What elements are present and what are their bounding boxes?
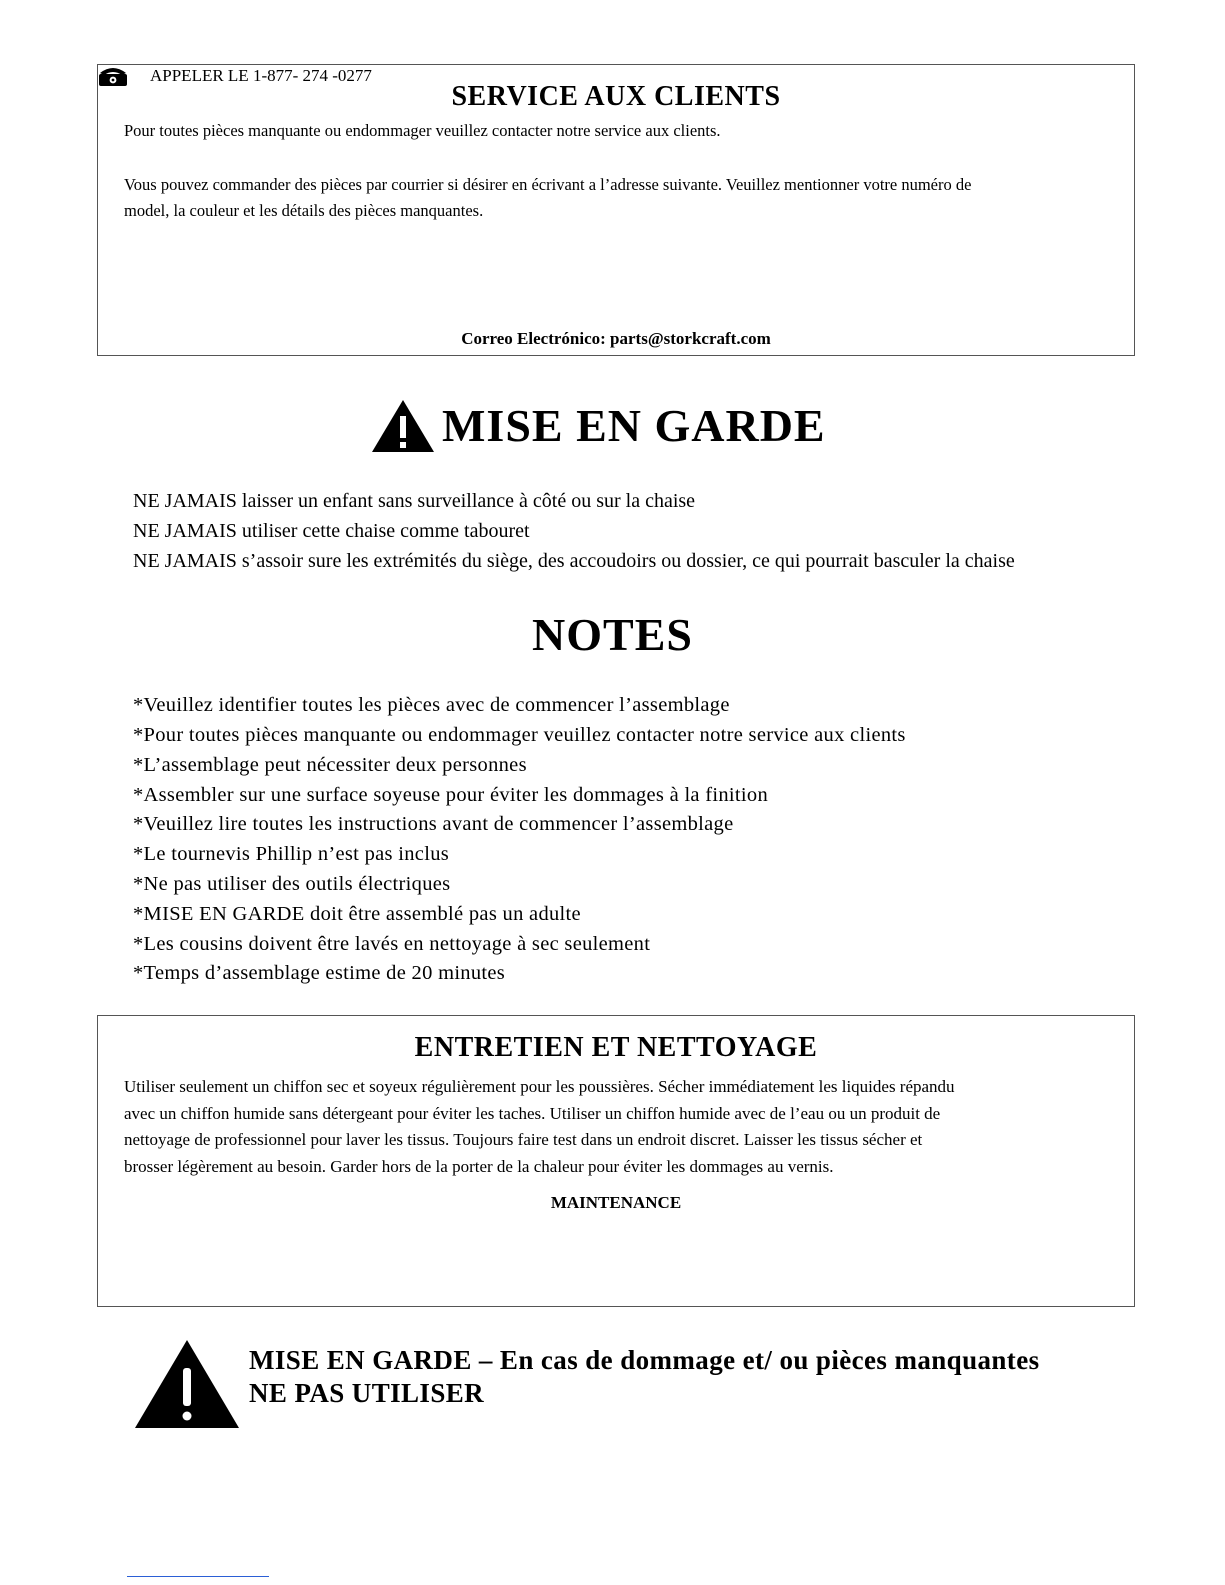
note-item: *Veuillez identifier toutes les pièces avec de commencer l’assemblage xyxy=(133,694,730,716)
note-item: *L’assemblage peut nécessiter deux personnes xyxy=(133,754,527,776)
care-cleaning-box xyxy=(97,1015,1135,1307)
bottom-warning xyxy=(133,1338,1040,1430)
warning-title: MISE EN GARDE xyxy=(442,400,826,451)
customer-service-order-text-2: model, la couleur et les détails des pièces manquantes. xyxy=(124,201,484,220)
footer-underline xyxy=(127,1576,269,1577)
care-cleaning-title: ENTRETIEN ET NETTOYAGE xyxy=(414,1032,818,1063)
notes-title: NOTES xyxy=(532,609,693,660)
warning-line: NE JAMAIS utiliser cette chaise comme tabouret xyxy=(133,520,530,542)
note-item: *Le tournevis Phillip n’est pas inclus xyxy=(133,843,450,865)
phone-number: APPELER LE 1-877- 274 -0277 xyxy=(150,66,372,85)
note-item: *Assembler sur une surface soyeuse pour éviter les dommages à la finition xyxy=(133,784,769,806)
note-item: *Les cousins doivent être lavés en nettoyage à sec seulement xyxy=(133,933,651,955)
note-item: *Pour toutes pièces manquante ou endommager veuillez contacter notre service aux clients xyxy=(133,724,906,746)
note-item: *Veuillez lire toutes les instructions avant de commencer l’assemblage xyxy=(133,813,734,835)
care-cleaning-text: avec un chiffon humide sans détergeant pour éviter les taches. Utiliser un chiffon humide avec de l’eau ou un produit de xyxy=(124,1104,941,1123)
care-cleaning-text: brosser légèrement au besoin. Garder hors de la porter de la chaleur pour éviter les dommages au vernis. xyxy=(124,1157,834,1176)
bottom-warning-line-2: NE PAS UTILISER xyxy=(249,1378,485,1408)
bottom-warning-text xyxy=(249,1344,1040,1410)
customer-service-order-text: Vous pouvez commander des pièces par courrier si désirer en écrivant a l’adresse suivante. Veuillez mentionner votre numéro de xyxy=(124,175,972,194)
maintenance-label: MAINTENANCE xyxy=(550,1193,682,1212)
warning-line: NE JAMAIS laisser un enfant sans surveillance à côté ou sur la chaise xyxy=(133,490,696,512)
warning-line: NE JAMAIS s’assoir sure les extrémités du siège, des accoudoirs ou dossier, ce qui pourrait basculer la chaise xyxy=(133,550,1015,572)
warning-triangle-icon xyxy=(370,398,436,454)
customer-service-email: Correo Electrónico: parts@storkcraft.com xyxy=(461,329,771,348)
warning-heading xyxy=(370,398,826,454)
note-item: *MISE EN GARDE doit être assemblé pas un adulte xyxy=(133,903,581,925)
note-item: *Temps d’assemblage estime de 20 minutes xyxy=(133,962,506,984)
care-cleaning-text: Utiliser seulement un chiffon sec et soyeux régulièrement pour les poussières. Sécher immédiatement les liquides répandu xyxy=(124,1077,955,1096)
note-item: *Ne pas utiliser des outils électriques xyxy=(133,873,451,895)
customer-service-box xyxy=(97,64,1135,356)
warning-triangle-icon xyxy=(133,1338,241,1430)
customer-service-intro: Pour toutes pièces manquante ou endommager veuillez contacter notre service aux clients. xyxy=(124,121,721,140)
bottom-warning-line-1: MISE EN GARDE – En cas de dommage et/ ou pièces manquantes xyxy=(249,1345,1040,1375)
care-cleaning-text: nettoyage de professionnel pour laver les tissus. Toujours faire test dans un endroit discret. Laisser les tissus sécher et xyxy=(124,1130,923,1149)
customer-service-title: SERVICE AUX CLIENTS xyxy=(451,81,781,112)
